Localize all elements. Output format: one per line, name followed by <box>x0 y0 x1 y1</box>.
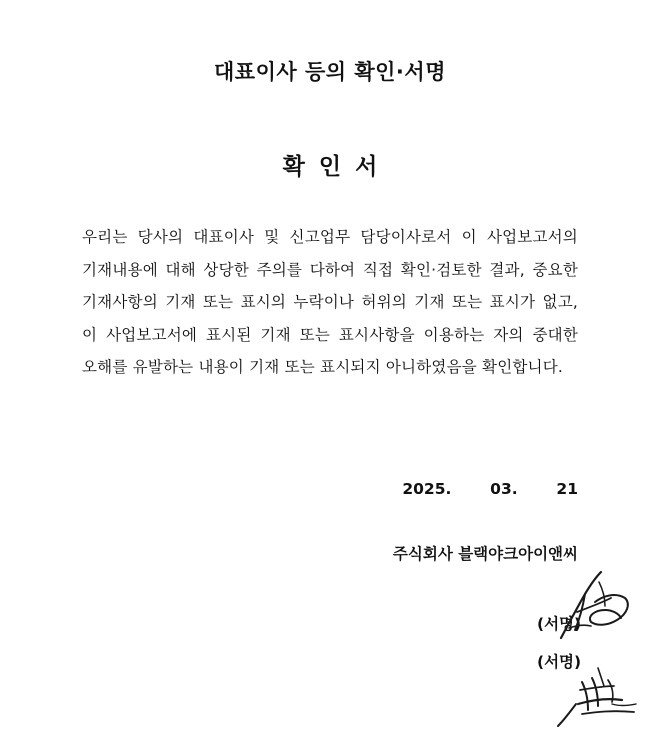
confirmation-body: 우리는 당사의 대표이사 및 신고업무 담당이사로서 이 사업보고서의 기재내용에 대해 상당한 주의를 다하여 직접 확인·검토한 결과, 중요한 기재사항의 기재 또는 표시의 누락이나 허위의 기재 또는 표시가 없고, 이 사업보고서에 표시된 기재 또는 표시사항을 이용하는 자의 중대한 오해를 유발하는 내용이 기재 또는 표시되지 아니하였음을 확인합니다. <box>82 228 578 376</box>
document-title: 대표이사 등의 확인·서명 <box>214 60 446 84</box>
sign-mark-ceo: (서명) <box>537 615 582 633</box>
ceo-signature-image <box>555 568 635 646</box>
confirmation-title: 확인서 <box>282 154 392 180</box>
company-name: 주식회사 블랙야크아이앤씨 <box>392 545 578 563</box>
sign-mark-director: (서명) <box>537 653 582 671</box>
confirmation-date: 2025. 03. 21 <box>402 480 578 498</box>
